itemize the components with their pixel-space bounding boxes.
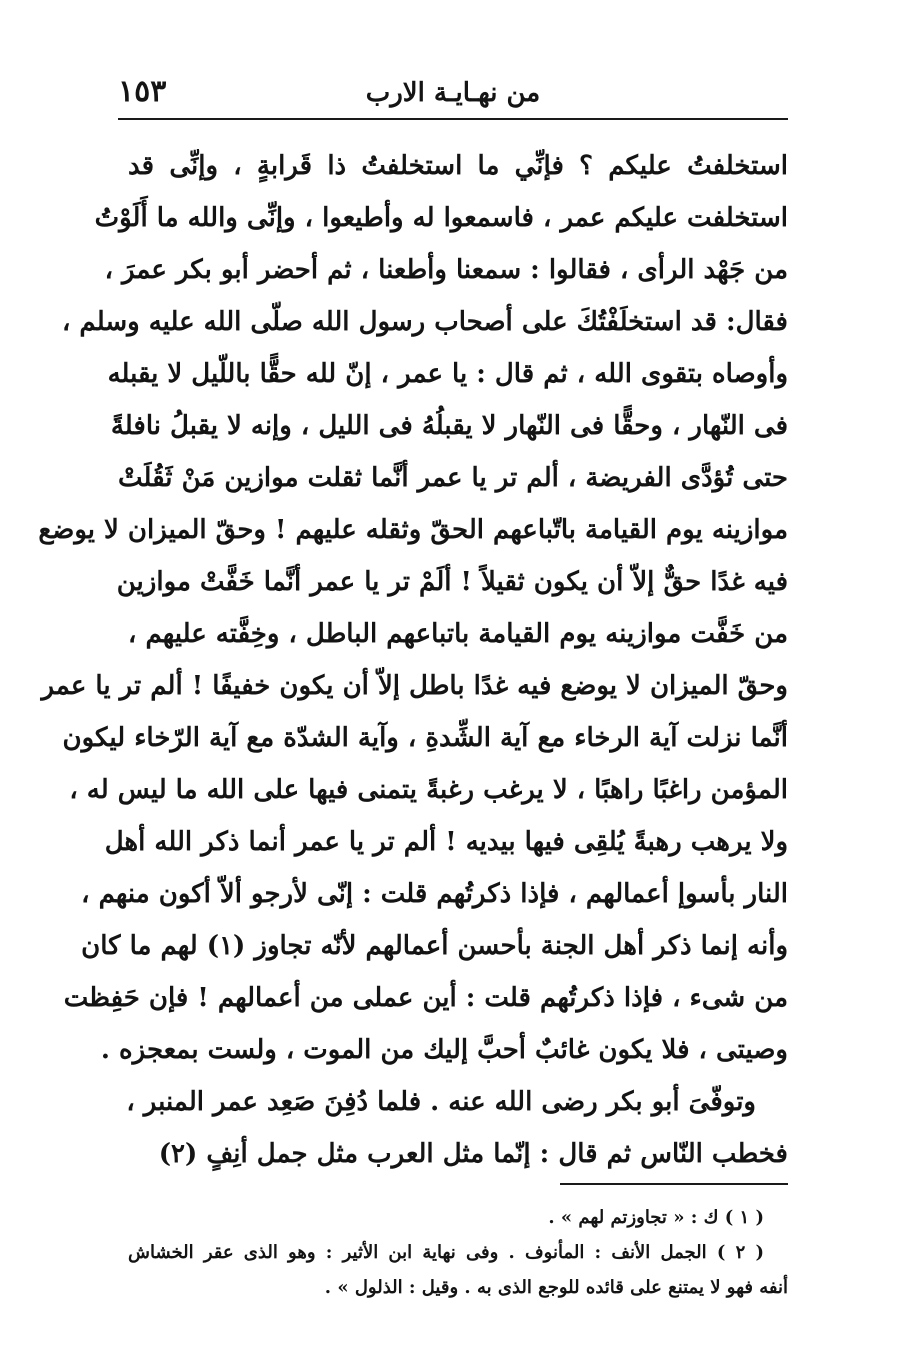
text-line: وأوصاه بتقوى الله ، ثم قال : يا عمر ، إنّ لله حقًّا باللّيل لا يقبله	[107, 359, 788, 389]
text-line: أنَّما نزلت آية الرخاء مع آية الشِّدةِ ، وآية الشدّة مع آية الرّخاء ليكون	[62, 723, 788, 753]
text-line: فقال: قد استخلَفْتُكَ على أصحاب رسول الله صلّى الله عليه وسلم ،	[61, 307, 788, 337]
text-line: وتوفّىَ أبو بكر رضى الله عنه . فلما دُفِنَ صَعِد عمر المنبر ،	[126, 1087, 756, 1117]
text-line: فيه غدًا حقٌّ إلاّ أن يكون ثقيلاً ! ألَمْ تر يا عمر أنَّما خَفَّتْ موازين	[116, 567, 788, 597]
text-line: ولا يرهب رهبةً يُلقِى فيها بيديه ! ألم تر يا عمر أنما ذكر الله أهل	[104, 827, 788, 857]
footnote-rule	[560, 1183, 788, 1185]
text-line: المؤمن راغبًا راهبًا ، لا يرغب رغبةً يتمنى فيها على الله ما ليس له ،	[69, 775, 788, 805]
footnote-2: ( ٢ ) الجمل الأنف : المأنوف . وفى نهاية ابن الأثير : وهو الذى عقر الخشاش	[128, 1242, 764, 1263]
text-line: وصيتى ، فلا يكون غائبٌ أحبَّ إليك من الموت ، ولست بمعجزه .	[100, 1035, 788, 1065]
running-title: من نهـايـة الارب	[365, 78, 541, 108]
footnote-2-continued: أنفه فهو لا يمتنع على قائده للوجع الذى به . وقيل : الذلول » .	[324, 1277, 788, 1298]
text-line: النار بأسوإ أعمالهم ، فإذا ذكرتُهم قلت : إنّى لأرجو ألاّ أكون منهم ،	[81, 879, 788, 909]
footnote-1: ( ١ ) ك : « تجاوزتم لهم » .	[548, 1207, 764, 1228]
text-line: استخلفتُ عليكم ؟ فإنِّي ما استخلفتُ ذا قَرابةٍ ، وإنِّى قد	[128, 151, 788, 181]
text-line: فخطب النّاس ثم قال : إنّما مثل العرب مثل جمل أنِفٍ (٢)	[158, 1139, 788, 1169]
text-line: استخلفت عليكم عمر ، فاسمعوا له وأطيعوا ، وإنِّى والله ما أَلَوْتُ	[94, 203, 788, 233]
footnotes	[128, 1200, 788, 1305]
text-line: فى النّهار ، وحقًّا فى النّهار لا يقبلُهُ فى الليل ، وإنه لا يقبلُ نافلةً	[110, 411, 788, 441]
text-line: وأنه إنما ذكر أهل الجنة بأحسن أعمالهم لأنّه تجاوز (١) لهم ما كان	[81, 931, 788, 961]
body-text	[38, 140, 788, 1180]
header-rule	[118, 118, 788, 120]
text-line: موازينه يوم القيامة باتّباعهم الحقّ وثقله عليهم ! وحقّ الميزان لا يوضع	[38, 515, 788, 545]
text-line: من خَفَّت موازينه يوم القيامة باتباعهم الباطل ، وخِفَّته عليهم ،	[128, 619, 788, 649]
page-header	[118, 72, 788, 116]
text-line: من جَهْد الرأى ، فقالوا : سمعنا وأطعنا ، ثم أحضر أبو بكر عمرَ ،	[104, 255, 788, 285]
text-line: وحقّ الميزان لا يوضع فيه غدًا باطل إلاّ أن يكون خفيفًا ! ألم تر يا عمر	[41, 671, 788, 701]
page-number: ١٥٣	[118, 74, 167, 109]
text-line: من شىء ، فإذا ذكرتُهم قلت : أين عملى من أعمالهم ! فإن حَفِظت	[63, 983, 788, 1013]
text-line: حتى تُؤدَّى الفريضة ، ألم تر يا عمر أنَّما ثقلت موازين مَنْ ثَقُلَتْ	[118, 463, 788, 493]
